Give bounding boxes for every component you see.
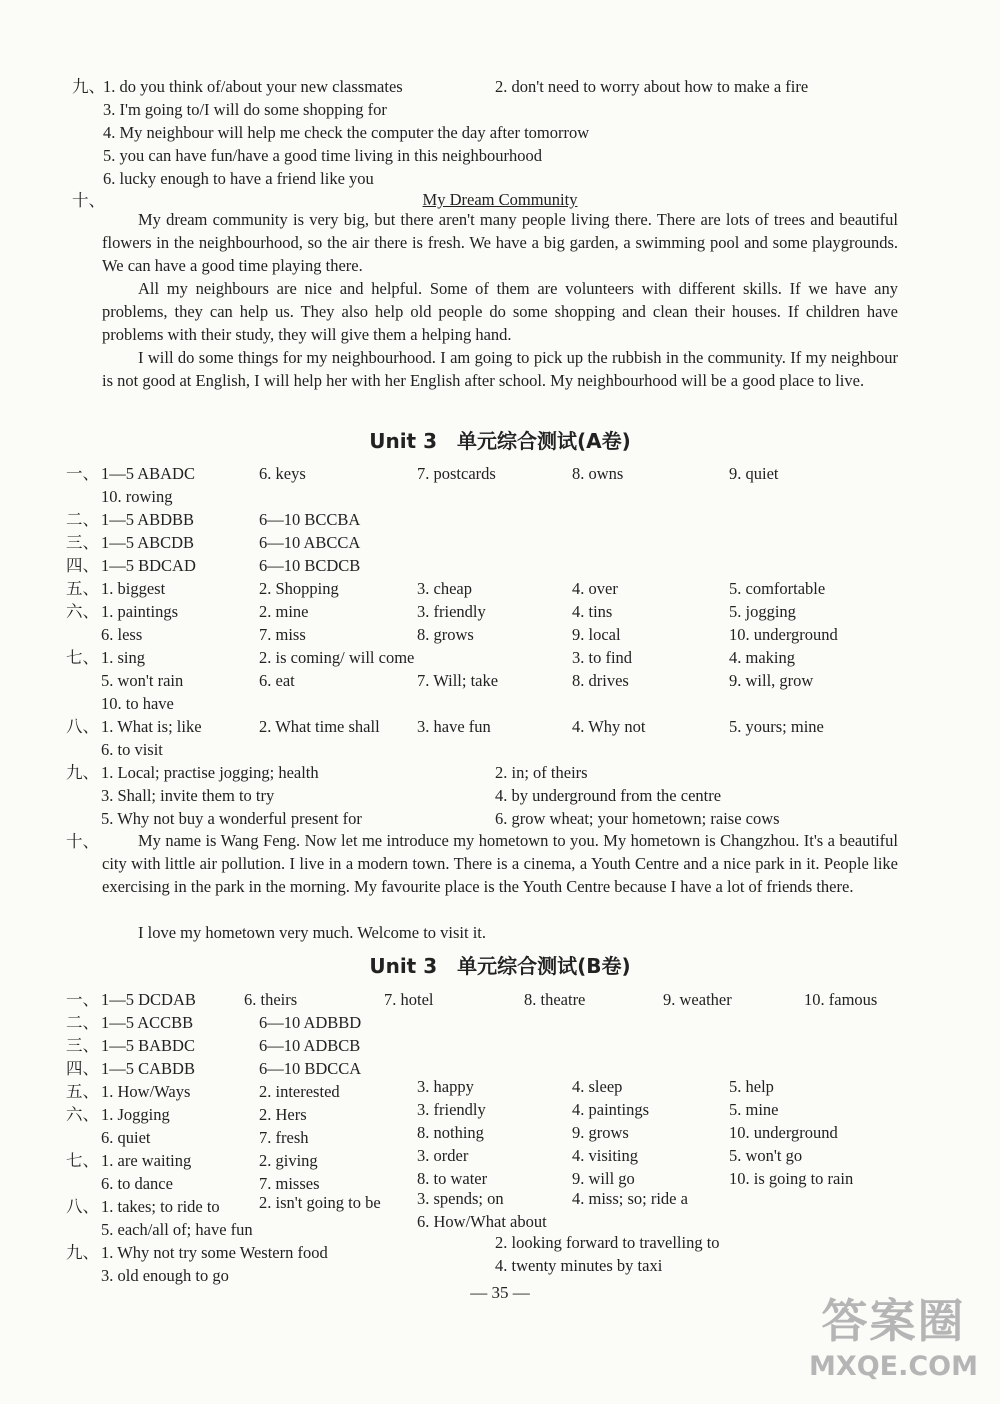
- unit-b-title: Unit 3 单元综合测试(B卷): [369, 954, 631, 978]
- answer-item: 10. is going to rain: [729, 1169, 854, 1188]
- answer-item: 8. grows: [417, 625, 474, 644]
- answer-item: 6—10 ADBCB: [259, 1036, 361, 1055]
- section-3-label: 三、: [66, 533, 99, 552]
- answer-item: 6. lucky enough to have a friend like you: [103, 169, 374, 188]
- answer-item: 10. famous: [804, 990, 878, 1009]
- answer-item: 8. theatre: [524, 990, 586, 1009]
- answer-item: 9. quiet: [729, 464, 779, 483]
- answer-item: 6. quiet: [101, 1128, 151, 1147]
- section-2-label: 二、: [66, 1013, 99, 1032]
- answer-item: 4. miss; so; ride a: [572, 1189, 688, 1208]
- section-4-label: 四、: [66, 1059, 99, 1078]
- answer-item: 3. I'm going to/I will do some shopping for: [103, 100, 387, 119]
- answer-item: 1. paintings: [101, 602, 178, 621]
- answer-item: 1. How/Ways: [101, 1082, 191, 1101]
- answer-item: 1. biggest: [101, 579, 166, 598]
- answer-item: 4. My neighbour will help me check the computer the day after tomorrow: [103, 123, 590, 142]
- answer-item: 6. eat: [259, 671, 295, 690]
- answer-item: 1. Local; practise jogging; health: [101, 763, 319, 782]
- section-5-label: 五、: [66, 579, 99, 598]
- watermark: [809, 1285, 978, 1382]
- watermark-domain: MXQE.COM: [809, 1351, 978, 1382]
- answer-item: 4. tins: [572, 602, 613, 621]
- answer-item: 6. to dance: [101, 1174, 173, 1193]
- answer-item: 3. cheap: [417, 579, 472, 598]
- answer-item: 9. will, grow: [729, 671, 814, 690]
- essay-paragraph: My name is Wang Feng. Now let me introduce my hometown to you. My hometown is Changzhou. It's a beautiful city with little air pollution. I live in a modern town. There is a cinema, a Youth Centre and a nice park in it. People like exercising in the park in the morning. My favourite place is the Youth Centre because I have a lot of friends there.: [102, 831, 898, 896]
- answer-item: 6. grow wheat; your hometown; raise cows: [495, 809, 780, 828]
- unit-a-title: Unit 3 单元综合测试(A卷): [369, 429, 631, 453]
- section-2-label: 二、: [66, 510, 99, 529]
- answer-item: 2. looking forward to travelling to: [495, 1233, 720, 1252]
- answer-item: 8. drives: [572, 671, 629, 690]
- answer-item: 5. jogging: [729, 602, 796, 621]
- answer-item: 1. takes; to ride to: [101, 1197, 220, 1216]
- answer-item: 2. mine: [259, 602, 309, 621]
- section-9-label: 九、: [66, 763, 99, 782]
- answer-item: 7. fresh: [259, 1128, 309, 1147]
- essay-paragraph: I love my hometown very much. Welcome to visit it.: [138, 923, 487, 942]
- answer-item: 6—10 ABCCA: [259, 533, 361, 552]
- page-number: — 35 —: [470, 1283, 530, 1302]
- section-6-label: 六、: [66, 1105, 99, 1124]
- section-1-label: 一、: [66, 990, 99, 1009]
- answer-item: 6. to visit: [101, 740, 163, 759]
- section-8-label: 八、: [66, 1197, 99, 1216]
- section-1-label: 一、: [66, 464, 99, 483]
- answer-item: 6—10 BCDCB: [259, 556, 361, 575]
- essay-paragraph: I will do some things for my neighbourhood. I am going to pick up the rubbish in the community. If my neighbour is not good at English, I will help her with her English after school. My neighbourhood will be a good place to live.: [102, 348, 898, 390]
- answer-item: 4. Why not: [572, 717, 646, 736]
- answer-item: 1. What is; like: [101, 717, 202, 736]
- answer-item: 2. Shopping: [259, 579, 339, 598]
- answer-item: 9. will go: [572, 1169, 635, 1188]
- answer-item: 8. owns: [572, 464, 624, 483]
- answer-item: 9. grows: [572, 1123, 629, 1142]
- answer-item: 5. mine: [729, 1100, 779, 1119]
- answer-item: 3. to find: [572, 648, 633, 667]
- answer-item: 5. Why not buy a wonderful present for: [101, 809, 362, 828]
- answer-item: 1. Why not try some Western food: [101, 1243, 328, 1262]
- answer-item: 10. underground: [729, 1123, 838, 1142]
- section-6-label: 六、: [66, 602, 99, 621]
- answer-item: 1. do you think of/about your new classmates: [103, 77, 403, 96]
- answer-item: 1—5 BABDC: [101, 1036, 195, 1055]
- answer-item: 2. Hers: [259, 1105, 307, 1124]
- essay-paragraph: All my neighbours are nice and helpful. Some of them are volunteers with different skills. If we have any problems, they can help us. They also help old people do some shopping and clean their houses. If children have problems with their study, they will give them a helping hand.: [102, 279, 898, 344]
- answer-item: 7. postcards: [417, 464, 496, 483]
- answer-item: 4. making: [729, 648, 795, 667]
- section-4-label: 四、: [66, 556, 99, 575]
- answer-item: 7. miss: [259, 625, 306, 644]
- essay-title: My Dream Community: [422, 190, 578, 209]
- answer-item: 1. are waiting: [101, 1151, 192, 1170]
- answer-item: 3. happy: [417, 1077, 474, 1096]
- answer-item: 6. keys: [259, 464, 306, 483]
- answer-item: 5. won't rain: [101, 671, 184, 690]
- answer-item: 8. nothing: [417, 1123, 484, 1142]
- answer-item: 3. have fun: [417, 717, 491, 736]
- section-7-label: 七、: [66, 648, 99, 667]
- answer-item: 10. rowing: [101, 487, 173, 506]
- answer-item: 9. weather: [663, 990, 732, 1009]
- answer-item: 4. paintings: [572, 1100, 649, 1119]
- answer-item: 1. Jogging: [101, 1105, 170, 1124]
- answer-item: 3. order: [417, 1146, 469, 1165]
- section-9-label: 九、: [72, 77, 105, 96]
- answer-item: 5. yours; mine: [729, 717, 824, 736]
- essay-paragraph: My dream community is very big, but there aren't many people living there. There are lots of trees and beautiful flowers in the neighbourhood, so the air there is fresh. We have a big garden, a swimming pool and some playgrounds. We can have a good time playing there.: [102, 210, 898, 275]
- answer-item: 3. friendly: [417, 1100, 486, 1119]
- watermark-logo: 答案圈: [821, 1294, 966, 1348]
- answer-item: 6—10 BCCBA: [259, 510, 361, 529]
- answer-item: 1—5 CABDB: [101, 1059, 195, 1078]
- answer-item: 6. theirs: [244, 990, 298, 1009]
- answer-item: 7. hotel: [384, 990, 434, 1009]
- answer-item: 4. twenty minutes by taxi: [495, 1256, 663, 1275]
- answer-item: 1—5 ABCDB: [101, 533, 195, 552]
- section-8-label: 八、: [66, 717, 99, 736]
- section-7-label: 七、: [66, 1151, 99, 1170]
- answer-item: 3. friendly: [417, 602, 486, 621]
- answer-item: 10. underground: [729, 625, 838, 644]
- section-5-label: 五、: [66, 1082, 99, 1101]
- answer-item: 2. in; of theirs: [495, 763, 588, 782]
- answer-item: 2. giving: [259, 1151, 318, 1170]
- answer-item: 4. visiting: [572, 1146, 639, 1165]
- answer-item: 2. interested: [259, 1082, 340, 1101]
- answer-item: 2. don't need to worry about how to make a fire: [495, 77, 809, 96]
- answer-item: 7. misses: [259, 1174, 320, 1193]
- section-10-label: 十、: [72, 191, 105, 210]
- answer-item: 10. to have: [101, 694, 174, 713]
- answer-item: 3. old enough to go: [101, 1266, 229, 1285]
- answer-item: 5. comfortable: [729, 579, 826, 598]
- answer-item: 1—5 ABDBB: [101, 510, 195, 529]
- answer-item: 2. is coming/ will come: [259, 648, 415, 667]
- answer-item: 3. spends; on: [417, 1189, 504, 1208]
- answer-item: 5. won't go: [729, 1146, 803, 1165]
- answer-item: 1—5 DCDAB: [101, 990, 196, 1009]
- answer-item: 3. Shall; invite them to try: [101, 786, 275, 805]
- answer-item: 1—5 ABADC: [101, 464, 195, 483]
- answer-item: 9. local: [572, 625, 621, 644]
- answer-item: 4. by underground from the centre: [495, 786, 722, 805]
- answer-item: 6. less: [101, 625, 143, 644]
- answer-item: 6. How/What about: [417, 1212, 547, 1231]
- answer-item: 1—5 ACCBB: [101, 1013, 194, 1032]
- answer-item: 1. sing: [101, 648, 146, 667]
- answer-item: 1—5 BDCAD: [101, 556, 196, 575]
- answer-item: 2. What time shall: [259, 717, 380, 736]
- answer-item: 2. isn't going to be: [259, 1193, 381, 1212]
- section-9-label: 九、: [66, 1243, 99, 1262]
- answer-item: 6—10 BDCCA: [259, 1059, 362, 1078]
- answer-item: 5. each/all of; have fun: [101, 1220, 253, 1239]
- answer-item: 6—10 ADBBD: [259, 1013, 362, 1032]
- answer-item: 5. help: [729, 1077, 774, 1096]
- answer-item: 4. over: [572, 579, 618, 598]
- section-3-label: 三、: [66, 1036, 99, 1055]
- answer-item: 5. you can have fun/have a good time living in this neighbourhood: [103, 146, 542, 165]
- answer-item: 4. sleep: [572, 1077, 623, 1096]
- section-10-label: 十、: [66, 832, 99, 851]
- answer-item: 8. to water: [417, 1169, 488, 1188]
- answer-item: 7. Will; take: [417, 671, 499, 690]
